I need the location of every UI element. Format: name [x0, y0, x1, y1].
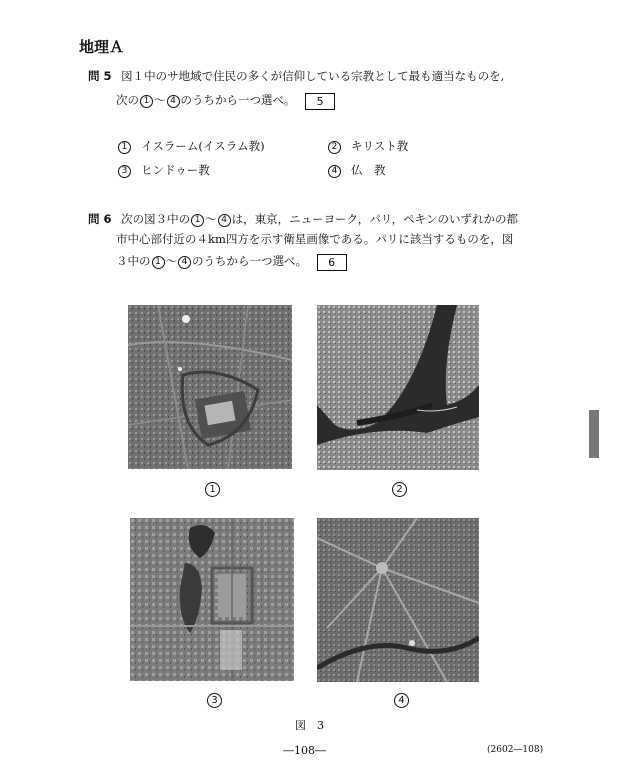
- option-4-text: 仏 教: [351, 163, 386, 177]
- option-1-text: イスラーム(イスラム教): [141, 139, 265, 153]
- range-end-marker: 4: [167, 95, 180, 108]
- range-end-marker: 4: [218, 214, 231, 227]
- option-2[interactable]: [327, 138, 408, 154]
- range-separator: ～: [165, 254, 177, 268]
- figure-label-1: 1: [204, 481, 221, 497]
- option-3[interactable]: [117, 162, 210, 178]
- question-6-line1-prefix: 次の図３中の: [121, 212, 191, 226]
- question-5-line2-prefix: 次の: [116, 93, 139, 107]
- range-separator: ～: [154, 93, 166, 107]
- satellite-image-3[interactable]: [130, 518, 294, 681]
- option-3-text: ヒンドゥー教: [141, 163, 210, 177]
- satellite-image-2[interactable]: [317, 305, 479, 470]
- question-5-line1: 図１中のサ地域で住民の多くが信仰している宗教として最も適当なものを,: [121, 69, 505, 83]
- figure-label-4: 4: [393, 692, 410, 708]
- question-5-line2-suffix: のうちから一つ選べ。: [180, 93, 296, 107]
- question-6-line3-prefix: ３中の: [116, 254, 151, 268]
- range-start-marker: 1: [191, 214, 204, 227]
- option-3-number: 3: [118, 165, 131, 178]
- question-5-number: 問 5: [88, 69, 112, 83]
- option-2-number: 2: [328, 141, 341, 154]
- satellite-image-1[interactable]: [128, 305, 292, 469]
- question-6-line1-suffix: は，東京，ニューヨーク，パリ，ペキンのいずれかの都: [231, 212, 519, 226]
- question-6-number: 問 6: [88, 212, 112, 226]
- document-code: (2602―108): [487, 745, 544, 755]
- option-4-number: 4: [328, 165, 341, 178]
- range-start-marker: 1: [152, 256, 165, 269]
- option-4[interactable]: [327, 162, 386, 178]
- range-start-marker: 1: [140, 95, 153, 108]
- subject-title: 地理Ａ: [79, 38, 125, 56]
- figure-label-3: 3: [206, 692, 223, 708]
- question-6: [88, 209, 558, 271]
- page-edge-tab: [589, 410, 599, 458]
- figure-caption: 図 3: [295, 719, 324, 732]
- page-number: ―108―: [283, 744, 326, 757]
- answer-box-5[interactable]: 5: [305, 93, 335, 110]
- question-6-line2: 市中心部付近の４km四方を示す衛星画像である。パリに該当するものを，図: [116, 232, 514, 246]
- option-1[interactable]: [117, 138, 265, 154]
- answer-box-6[interactable]: 6: [317, 254, 347, 271]
- option-1-number: 1: [118, 141, 131, 154]
- range-end-marker: 4: [178, 256, 191, 269]
- figure-label-2: 2: [391, 481, 408, 497]
- range-separator: ～: [205, 212, 217, 226]
- question-6-line3-suffix: のうちから一つ選べ。: [192, 254, 307, 268]
- satellite-image-4[interactable]: [317, 518, 479, 682]
- option-2-text: キリスト教: [351, 139, 409, 153]
- question-5: [88, 66, 548, 110]
